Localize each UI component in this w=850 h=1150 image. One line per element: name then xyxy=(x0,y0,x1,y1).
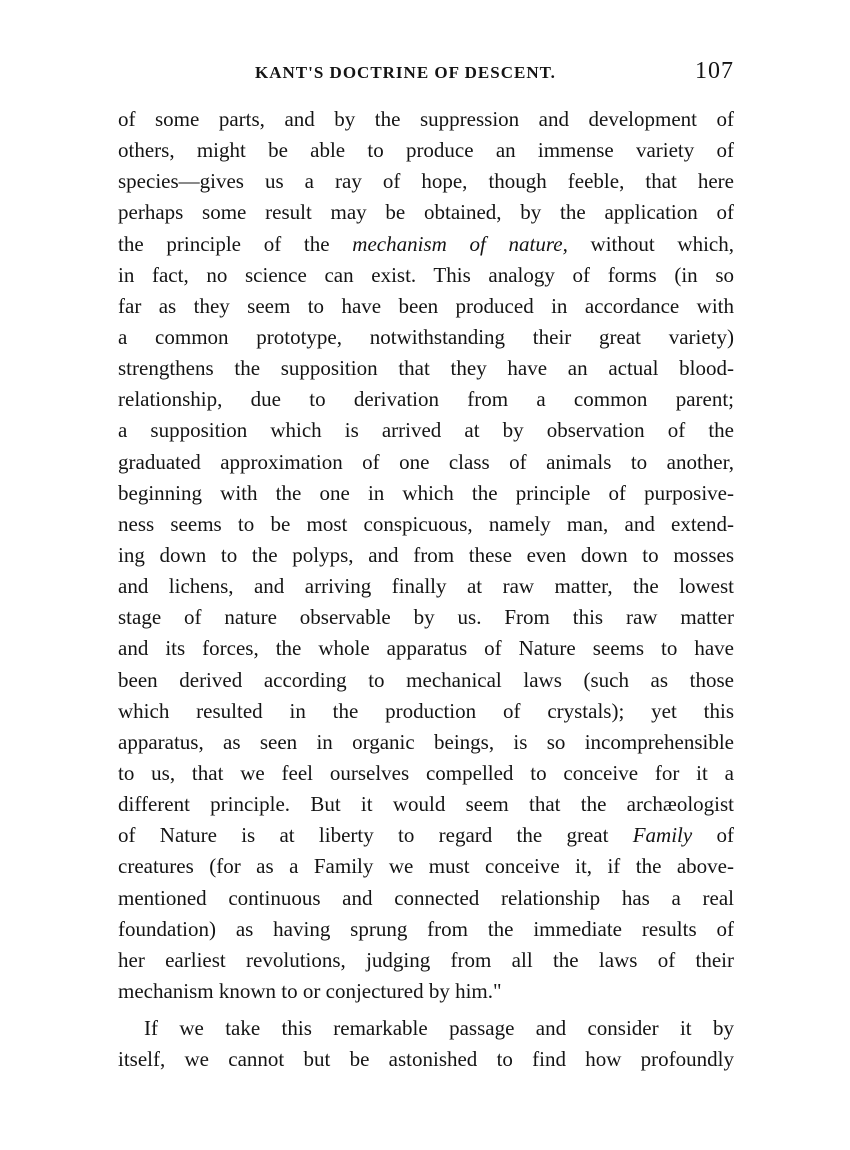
text-line: itself, we cannot but be astonished to find how profoundly xyxy=(118,1047,734,1072)
text-line: her earliest revolutions, judging from all the laws of their xyxy=(118,947,734,972)
text-segment: the principle of the xyxy=(118,231,330,256)
text-line: a common prototype, notwithstanding their great variety) xyxy=(118,324,734,349)
text-line: relationship, due to derivation from a common parent; xyxy=(118,387,734,412)
page-number: 107 xyxy=(695,58,734,84)
italic-phrase: mechanism of nature, xyxy=(352,231,568,256)
italic-phrase: Family xyxy=(632,823,693,848)
text-line: in fact, no science can exist. This analogy of forms (in so xyxy=(118,262,734,287)
text-line: to us, that we feel ourselves compelled to conceive for it a xyxy=(118,760,734,785)
text-line: mechanism known to or conjectured by him." xyxy=(118,978,502,1003)
text-line xyxy=(118,229,734,260)
text-line: a supposition which is arrived at by observation of the xyxy=(118,418,734,443)
running-head xyxy=(118,58,734,92)
text-line: foundation) as having sprung from the immediate results of xyxy=(118,916,734,941)
text-line: others, might be able to produce an immense variety of xyxy=(118,138,734,163)
text-line: mentioned continuous and connected relationship has a real xyxy=(118,885,734,910)
paragraph xyxy=(118,104,734,1007)
paragraph xyxy=(118,1013,734,1075)
text-line: been derived according to mechanical laws (such as those xyxy=(118,667,734,692)
text-line: graduated approximation of one class of animals to another, xyxy=(118,449,734,474)
text-line: and its forces, the whole apparatus of Nature seems to have xyxy=(118,636,734,661)
text-line: strengthens the supposition that they have an actual blood- xyxy=(118,356,734,381)
text-line: If we take this remarkable passage and consider it by xyxy=(144,1016,734,1041)
text-segment: of Nature is at liberty to regard the great xyxy=(118,823,609,848)
text-segment: without which, xyxy=(590,231,734,256)
text-line: different principle. But it would seem that the archæologist xyxy=(118,792,734,817)
text-line: species—gives us a ray of hope, though feeble, that here xyxy=(118,169,734,194)
text-line xyxy=(118,820,734,851)
text-line: apparatus, as seen in organic beings, is so incomprehensible xyxy=(118,729,734,754)
body-text xyxy=(118,104,734,1075)
text-line: stage of nature observable by us. From this raw matter xyxy=(118,605,734,630)
text-line: far as they seem to have been produced in accordance with xyxy=(118,293,734,318)
text-line: ing down to the polyps, and from these even down to mosses xyxy=(118,542,734,567)
text-line: beginning with the one in which the principle of purposive- xyxy=(118,480,734,505)
text-line: and lichens, and arriving finally at raw matter, the lowest xyxy=(118,574,734,599)
text-line: which resulted in the production of crystals); yet this xyxy=(118,698,734,723)
text-segment: of xyxy=(716,823,734,848)
text-line: creatures (for as a Family we must conceive it, if the above- xyxy=(118,854,734,879)
running-title: KANT'S DOCTRINE OF DESCENT. xyxy=(255,63,556,82)
text-line: perhaps some result may be obtained, by the application of xyxy=(118,200,734,225)
text-line: of some parts, and by the suppression and development of xyxy=(118,107,734,131)
text-line: ness seems to be most conspicuous, namely man, and extend- xyxy=(118,511,734,536)
